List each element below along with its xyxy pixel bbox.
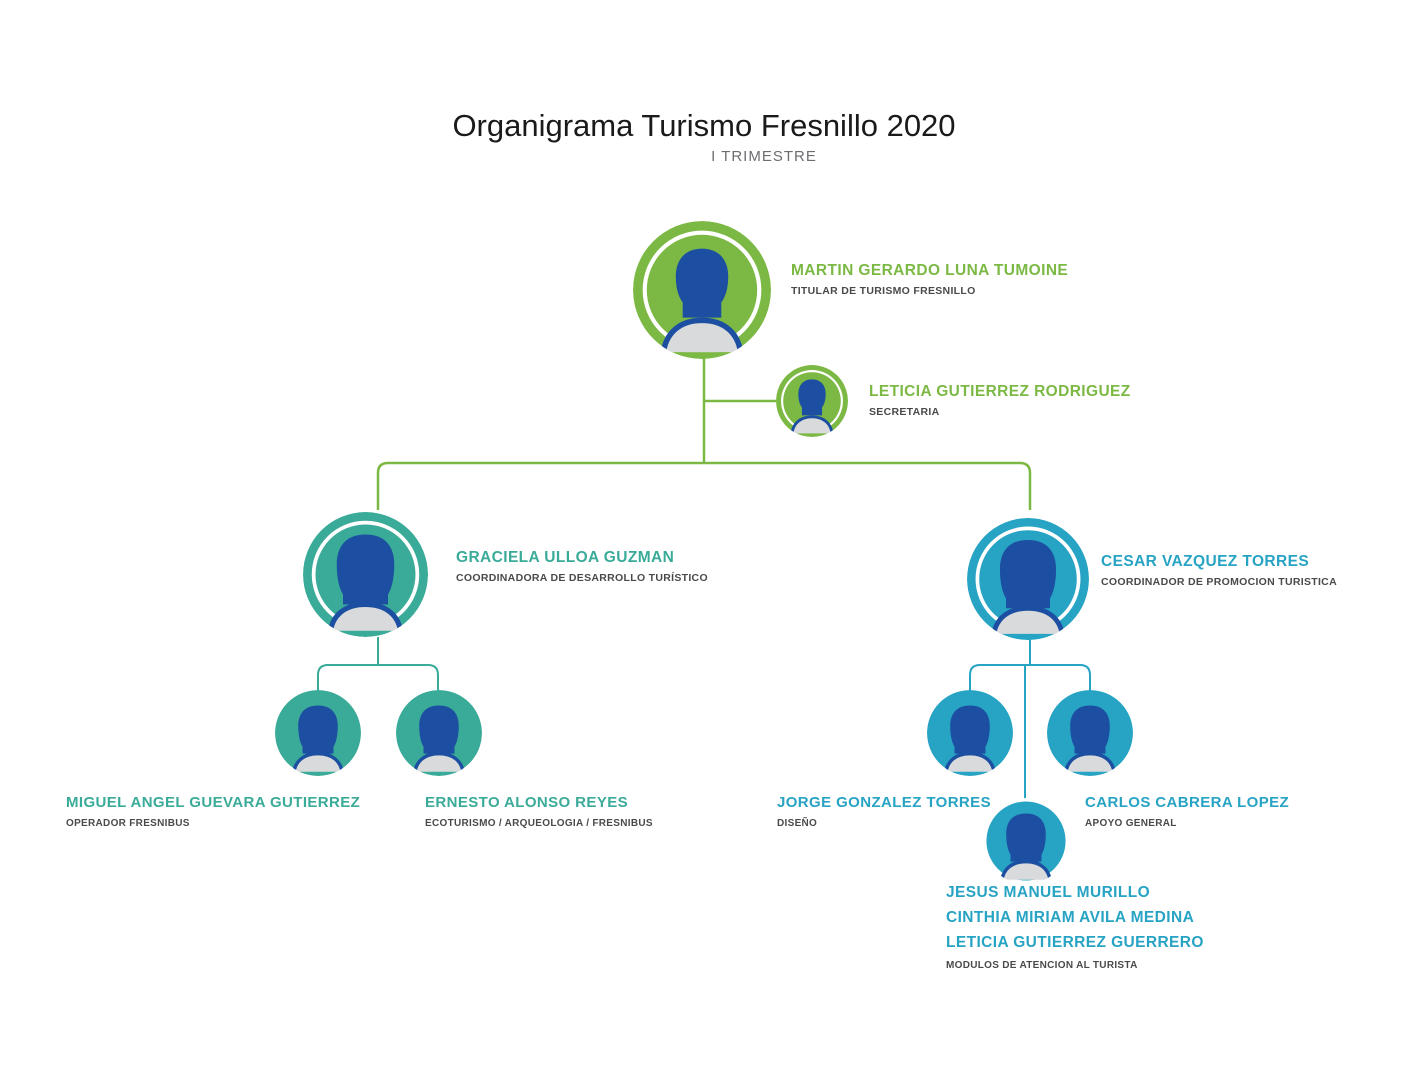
modulos-role: MODULOS DE ATENCION AL TURISTA [946,960,1138,971]
avatar-fresnibus [275,690,361,776]
apoyo-role: APOYO GENERAL [1085,818,1177,829]
org-node-modulos[interactable] [983,798,1069,884]
org-node-fresnibus[interactable] [275,690,361,776]
secretaria-name: LETICIA GUTIERREZ RODRIGUEZ [869,383,1131,400]
page-subtitle: I TRIMESTRE [711,148,817,165]
diseno-name: JORGE GONZALEZ TORRES [777,794,991,811]
avatar-titular [633,221,771,359]
org-node-desarrollo[interactable] [303,512,428,637]
promocion-name: CESAR VAZQUEZ TORRES [1101,553,1310,570]
modulos-name-2: CINTHIA MIRIAM AVILA MEDINA [946,909,1195,926]
label-apoyo [1085,794,1289,829]
label-modulos [946,884,1204,971]
desarrollo-role: COORDINADORA DE DESARROLLO TURÍSTICO [456,572,708,584]
avatar-apoyo [1047,690,1133,776]
modulos-name-1: JESUS MANUEL MURILLO [946,884,1151,901]
label-desarrollo [456,549,708,584]
org-node-apoyo[interactable] [1047,690,1133,776]
org-node-titular[interactable] [633,221,771,359]
diseno-role: DISEÑO [777,818,818,829]
ecoturismo-role: ECOTURISMO / ARQUEOLOGIA / FRESNIBUS [425,818,653,829]
promocion-role: COORDINADOR DE PROMOCION TURISTICA [1101,576,1337,588]
ecoturismo-name: ERNESTO ALONSO REYES [425,794,629,811]
avatar-modulos [983,798,1069,884]
label-fresnibus [66,794,360,829]
avatar-diseno [927,690,1013,776]
fresnibus-name: MIGUEL ANGEL GUEVARA GUTIERREZ [66,794,361,811]
avatar-ecoturismo [396,690,482,776]
modulos-name-3: LETICIA GUTIERREZ GUERRERO [946,934,1204,951]
org-node-diseno[interactable] [927,690,1013,776]
avatar-secretaria [776,365,848,437]
org-node-secretaria[interactable] [776,365,848,437]
avatar-desarrollo [303,512,428,637]
fresnibus-role: OPERADOR FRESNIBUS [66,818,190,829]
label-promocion [1101,553,1337,588]
titular-role: TITULAR DE TURISMO FRESNILLO [791,285,976,297]
label-ecoturismo [425,794,653,829]
label-diseno [777,794,991,829]
label-secretaria [869,383,1131,418]
secretaria-role: SECRETARIA [869,406,940,418]
apoyo-name: CARLOS CABRERA LOPEZ [1085,794,1290,811]
avatar-promocion [967,518,1089,640]
titular-name: MARTIN GERARDO LUNA TUMOINE [791,262,1069,279]
page-title: Organigrama Turismo Fresnillo 2020 [452,108,956,143]
org-node-promocion[interactable] [967,518,1089,640]
desarrollo-name: GRACIELA ULLOA GUZMAN [456,549,675,566]
label-titular [791,262,1068,297]
org-node-ecoturismo[interactable] [396,690,482,776]
